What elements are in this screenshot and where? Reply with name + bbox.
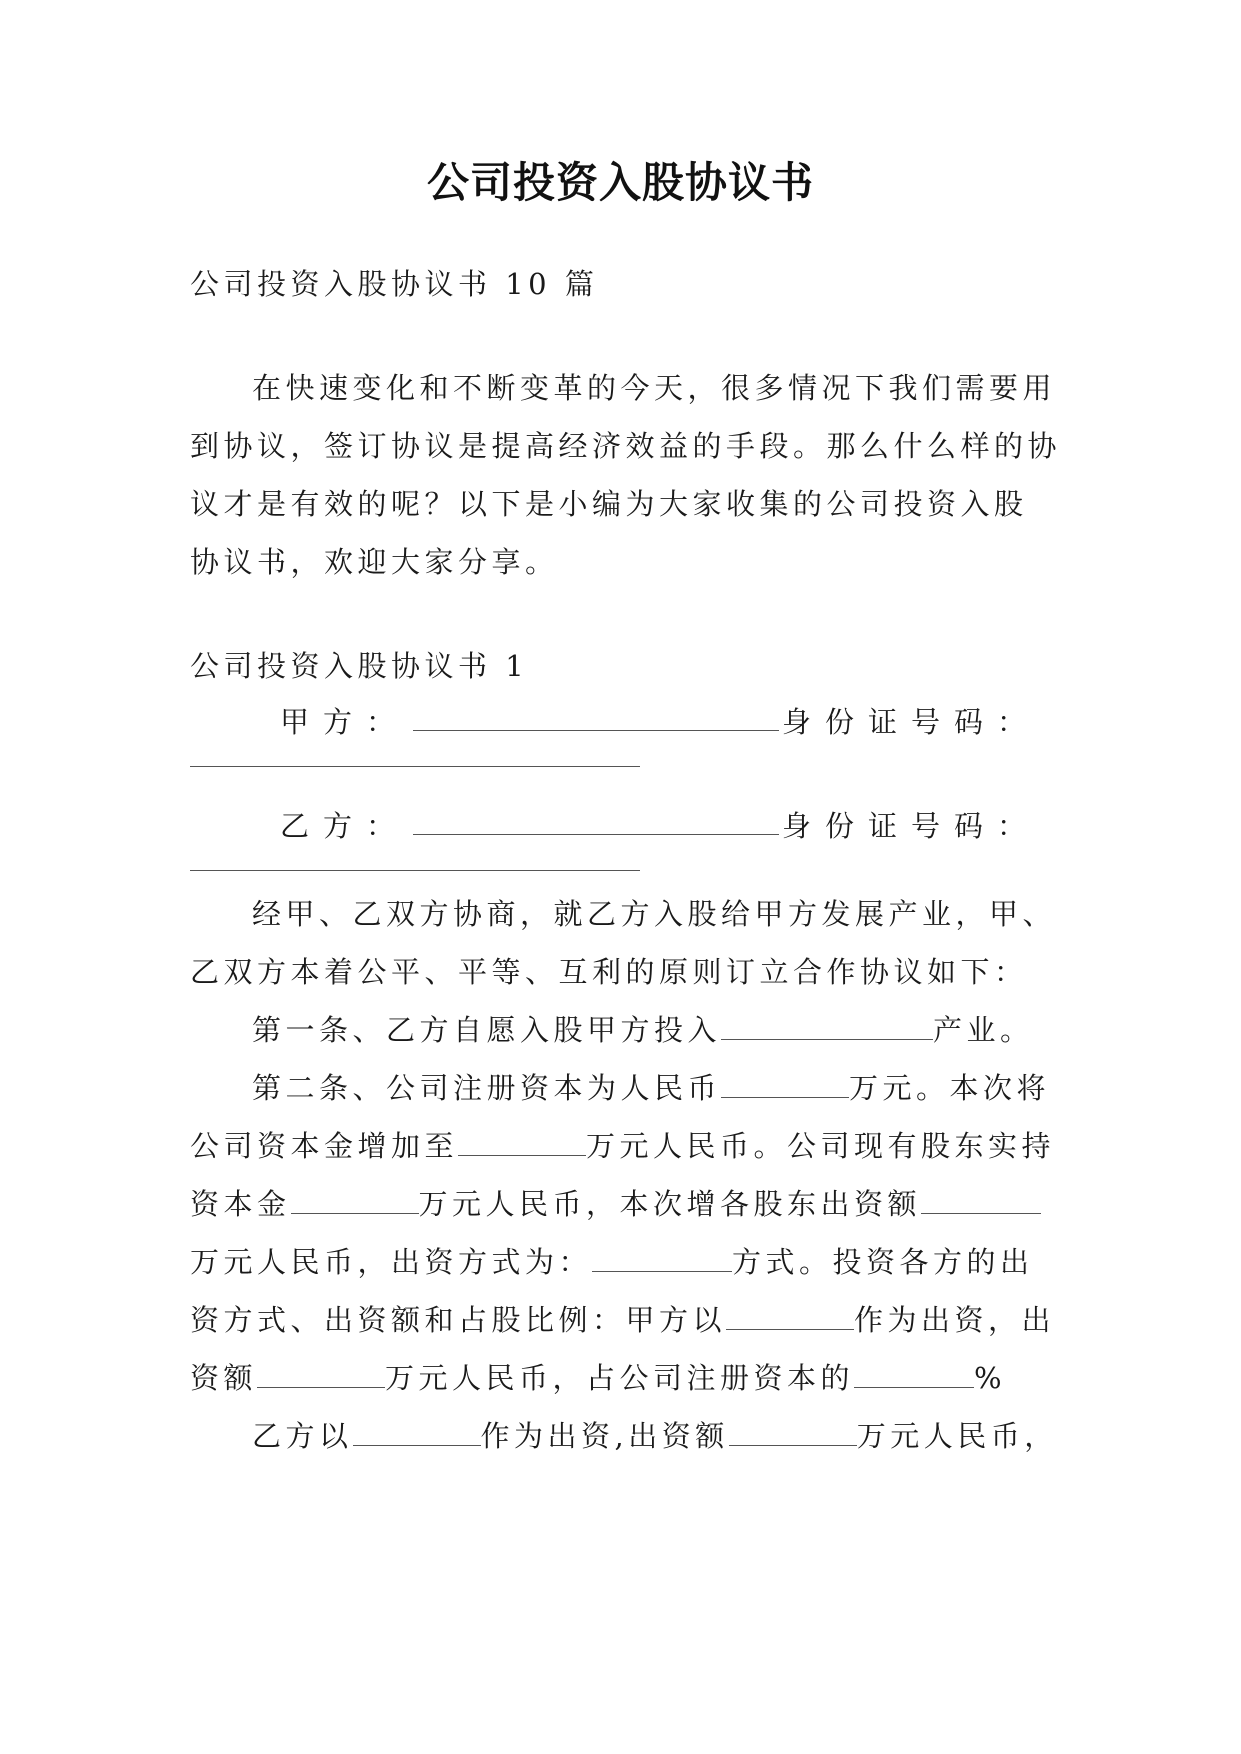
article-1 xyxy=(252,1010,1122,1050)
article-2-text-7a: 乙方以 xyxy=(252,1419,353,1453)
article-2-text-2a: 公司资本金增加至 xyxy=(190,1129,459,1163)
intro-line-2: 到协议，签订协议是提高经济效益的手段。那么什么样的协 xyxy=(190,429,1062,463)
article-2-line-7 xyxy=(252,1416,1122,1456)
article-2-line-3 xyxy=(190,1184,1060,1224)
intro-line-1: 在快速变化和不断变革的今天，很多情况下我们需要用 xyxy=(252,371,1057,405)
document-subtitle: 公司投资入股协议书 10 篇 xyxy=(190,267,599,301)
contribution-amount-blank xyxy=(921,1187,1041,1214)
party-a-name-blank xyxy=(413,708,779,731)
intro-line-4: 协议书，欢迎大家分享。 xyxy=(190,545,559,579)
contribution-method-blank xyxy=(592,1245,732,1272)
article-2-text-6c: % xyxy=(974,1361,1007,1395)
article-2-text-4b: 方式。投资各方的出 xyxy=(732,1245,1034,1279)
existing-capital-blank xyxy=(291,1187,419,1214)
article-2-text-6b: 万元人民币，占公司注册资本的 xyxy=(385,1361,855,1395)
article-2-line-1 xyxy=(252,1068,1122,1108)
article-2-text-2b: 万元人民币。公司现有股东实持 xyxy=(586,1129,1056,1163)
article-2-line-5 xyxy=(190,1300,1060,1340)
party-a-id-label: 身份证号码： xyxy=(781,705,1040,739)
article-2-line-4 xyxy=(190,1242,1060,1282)
article-2-text-5a: 资方式、出资额和占股比例：甲方以 xyxy=(190,1303,727,1337)
document-title: 公司投资入股协议书 xyxy=(426,158,814,207)
increased-capital-blank xyxy=(458,1129,586,1156)
article-2-text-3a: 资本金 xyxy=(190,1187,291,1221)
article-2-line-6 xyxy=(190,1358,1060,1398)
intro-line-3: 议才是有效的呢？以下是小编为大家收集的公司投资入股 xyxy=(190,487,1028,521)
party-b-contribution-blank xyxy=(353,1419,481,1446)
article-2-text-6a: 资额 xyxy=(190,1361,258,1395)
article-2-text-1b: 万元。本次将 xyxy=(849,1071,1051,1105)
registered-capital-blank xyxy=(721,1071,849,1098)
party-b-id-blank xyxy=(190,870,640,871)
article-1-text: 第一条、乙方自愿入股甲方投入 xyxy=(252,1013,722,1047)
party-b-amount-blank xyxy=(729,1419,857,1446)
article-2-text-1a: 第二条、公司注册资本为人民币 xyxy=(252,1071,722,1105)
article-2-text-5b: 作为出资，出 xyxy=(854,1303,1056,1337)
party-a-percent-blank xyxy=(854,1361,974,1388)
article-2-text-3b: 万元人民币，本次增各股东出资额 xyxy=(418,1187,922,1221)
preamble-line-1: 经甲、乙双方协商，就乙方入股给甲方发展产业，甲、 xyxy=(252,897,1057,931)
article-1-blank xyxy=(721,1013,933,1040)
article-2-text-7c: 万元人民币， xyxy=(856,1419,1058,1453)
section-heading: 公司投资入股协议书 1 xyxy=(190,649,529,683)
article-2-line-2 xyxy=(190,1126,1060,1166)
party-b-name-blank xyxy=(413,812,779,835)
party-b-label: 乙方： xyxy=(280,809,410,843)
article-1-end: 产业。 xyxy=(933,1013,1034,1047)
article-2-text-7b: 作为出资,出资额 xyxy=(480,1419,729,1453)
preamble-line-2: 乙双方本着公平、平等、互利的原则订立合作协议如下： xyxy=(190,955,1028,989)
party-a-row xyxy=(280,702,1040,742)
article-2-text-4a: 万元人民币，出资方式为： xyxy=(190,1245,593,1279)
party-a-contribution-blank xyxy=(726,1303,854,1330)
party-b-row xyxy=(280,806,1040,846)
party-a-amount-blank xyxy=(257,1361,385,1388)
party-b-id-label: 身份证号码： xyxy=(781,809,1040,843)
party-a-label: 甲方： xyxy=(280,705,410,739)
party-a-id-blank xyxy=(190,766,640,767)
